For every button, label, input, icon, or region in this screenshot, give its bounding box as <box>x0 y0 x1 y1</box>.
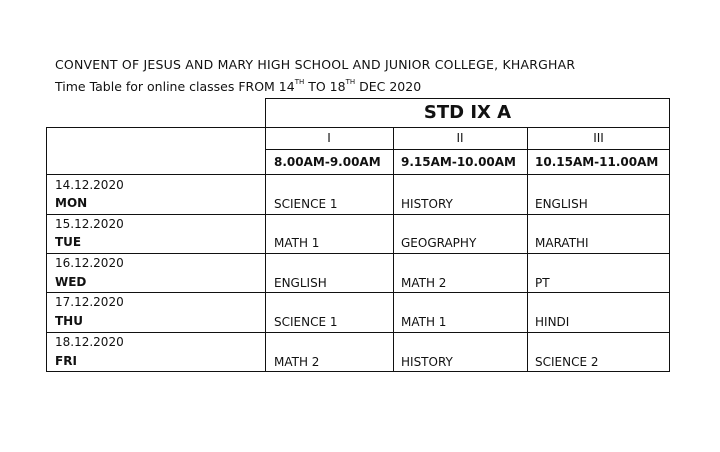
subtitle-part-1: Time Table for online classes FROM 14 <box>55 79 295 94</box>
subject-cell: MATH 2 <box>401 276 447 290</box>
row-date: 18.12.2020 <box>55 335 124 349</box>
superscript-th-1: TH <box>294 77 305 86</box>
row-day: WED <box>55 275 87 289</box>
period-number: I <box>327 131 331 145</box>
period-number: III <box>593 131 604 145</box>
row-date: 14.12.2020 <box>55 178 124 192</box>
subject-cell: PT <box>535 276 550 290</box>
subject-cell: SCIENCE 1 <box>274 315 338 329</box>
period-time: 10.15AM-11.00AM <box>535 155 659 169</box>
divider-row-4 <box>47 332 670 333</box>
divider-period-row <box>265 149 670 150</box>
superscript-th-2: TH <box>345 77 356 86</box>
divider-col-1 <box>265 128 266 371</box>
subject-cell: HISTORY <box>401 197 453 211</box>
subject-cell: GEOGRAPHY <box>401 236 477 250</box>
subject-cell: SCIENCE 2 <box>535 355 599 369</box>
divider-row-2 <box>47 253 670 254</box>
subject-cell: MATH 1 <box>274 236 320 250</box>
period-number: II <box>456 131 464 145</box>
subject-cell: HISTORY <box>401 355 453 369</box>
subtitle-part-2: TO 18 <box>304 79 346 94</box>
divider-col-2 <box>393 128 394 371</box>
divider-row-3 <box>47 292 670 293</box>
row-day: TUE <box>55 235 82 249</box>
subject-cell: MATH 2 <box>274 355 320 369</box>
divider-col-3 <box>527 128 528 371</box>
subject-cell: MARATHI <box>535 236 589 250</box>
row-day: FRI <box>55 354 77 368</box>
timetable-subtitle <box>55 79 421 94</box>
row-day: THU <box>55 314 83 328</box>
subject-cell: ENGLISH <box>274 276 327 290</box>
subject-cell: SCIENCE 1 <box>274 197 338 211</box>
class-title: STD IX A <box>265 98 670 128</box>
row-day: MON <box>55 196 88 210</box>
period-time: 8.00AM-9.00AM <box>274 155 381 169</box>
row-date: 17.12.2020 <box>55 295 124 309</box>
subject-cell: MATH 1 <box>401 315 447 329</box>
subtitle-part-3: DEC 2020 <box>355 79 422 94</box>
subject-cell: ENGLISH <box>535 197 588 211</box>
timetable-grid <box>46 127 670 372</box>
row-date: 15.12.2020 <box>55 217 124 231</box>
school-name: CONVENT OF JESUS AND MARY HIGH SCHOOL AND JUNIOR COLLEGE, KHARGHAR <box>55 57 576 72</box>
period-time: 9.15AM-10.00AM <box>401 155 517 169</box>
row-date: 16.12.2020 <box>55 256 124 270</box>
divider-header-bottom <box>47 174 670 175</box>
divider-row-1 <box>47 214 670 215</box>
subject-cell: HINDI <box>535 315 570 329</box>
